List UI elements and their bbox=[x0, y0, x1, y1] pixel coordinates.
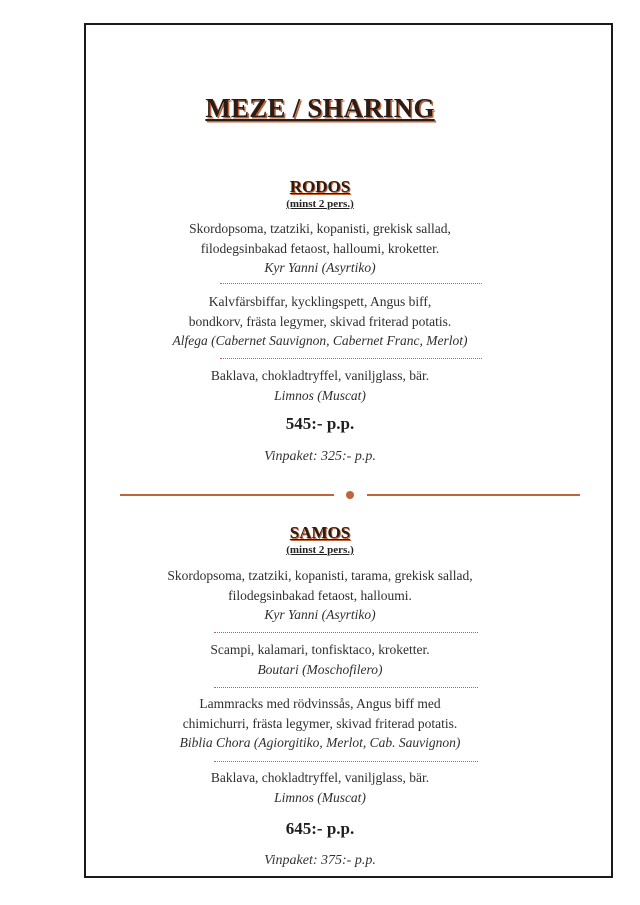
course-divider bbox=[220, 283, 482, 284]
course-divider bbox=[220, 358, 482, 359]
course-text: bondkorv, frästa legymer, skivad friterad potatis. bbox=[188, 313, 452, 329]
wine-pairing: Limnos (Muscat) bbox=[274, 387, 366, 403]
samos-course-1 bbox=[0, 566, 640, 625]
rodos-course-3 bbox=[0, 366, 640, 405]
course-text: filodegsinbakad fetaost, halloumi. bbox=[228, 587, 412, 603]
course-text: Lammracks med rödvinssås, Angus biff med bbox=[199, 696, 441, 711]
price-samos: 645:- p.p. bbox=[285, 819, 355, 838]
samos-course-3 bbox=[0, 694, 640, 753]
course-divider bbox=[214, 632, 478, 633]
wine-pairing: Kyr Yanni (Asyrtiko) bbox=[264, 260, 376, 275]
rodos-course-2 bbox=[0, 292, 640, 351]
wine-pairing: Biblia Chora (Agiorgitiko, Merlot, Cab. Sauvignon) bbox=[179, 735, 461, 750]
course-text: chimichurri, frästa legymer, skivad friterad potatis. bbox=[182, 715, 458, 731]
section-divider-right bbox=[367, 494, 580, 496]
section-note-rodos: (minst 2 pers.) bbox=[286, 198, 354, 210]
section-divider-left bbox=[120, 494, 334, 496]
course-text: Kalvfärsbiffar, kycklingspett, Angus biff, bbox=[208, 294, 432, 309]
course-divider bbox=[214, 761, 478, 762]
wine-pairing: Limnos (Muscat) bbox=[274, 789, 366, 805]
wine-pairing: Kyr Yanni (Asyrtiko) bbox=[264, 607, 376, 622]
course-text: Baklava, chokladtryffel, vaniljglass, bär. bbox=[210, 770, 430, 785]
course-text: filodegsinbakad fetaost, halloumi, kroketter. bbox=[200, 240, 440, 256]
course-text: Skordopsoma, tzatziki, kopanisti, tarama, grekisk sallad, bbox=[167, 568, 473, 583]
section-note-samos: (minst 2 pers.) bbox=[286, 544, 354, 556]
wine-package-samos: Vinpaket: 375:- p.p. bbox=[264, 853, 376, 868]
section-title-samos: SAMOS bbox=[289, 523, 351, 542]
course-divider bbox=[214, 687, 478, 688]
wine-pairing: Alfega (Cabernet Sauvignon, Cabernet Franc, Merlot) bbox=[172, 333, 468, 348]
page-title: MEZE / SHARING bbox=[205, 93, 435, 123]
samos-course-4 bbox=[0, 768, 640, 807]
wine-package-rodos: Vinpaket: 325:- p.p. bbox=[264, 449, 376, 464]
divider-dot bbox=[346, 491, 354, 499]
rodos-course-1 bbox=[0, 219, 640, 278]
samos-course-2 bbox=[0, 640, 640, 679]
course-text: Scampi, kalamari, tonfisktaco, kroketter. bbox=[210, 642, 430, 657]
course-text: Baklava, chokladtryffel, vaniljglass, bär. bbox=[210, 368, 430, 383]
course-text: Skordopsoma, tzatziki, kopanisti, grekisk sallad, bbox=[189, 221, 451, 236]
wine-pairing: Boutari (Moschofilero) bbox=[257, 661, 383, 677]
price-rodos: 545:- p.p. bbox=[285, 414, 355, 433]
section-title-rodos: RODOS bbox=[289, 177, 351, 196]
